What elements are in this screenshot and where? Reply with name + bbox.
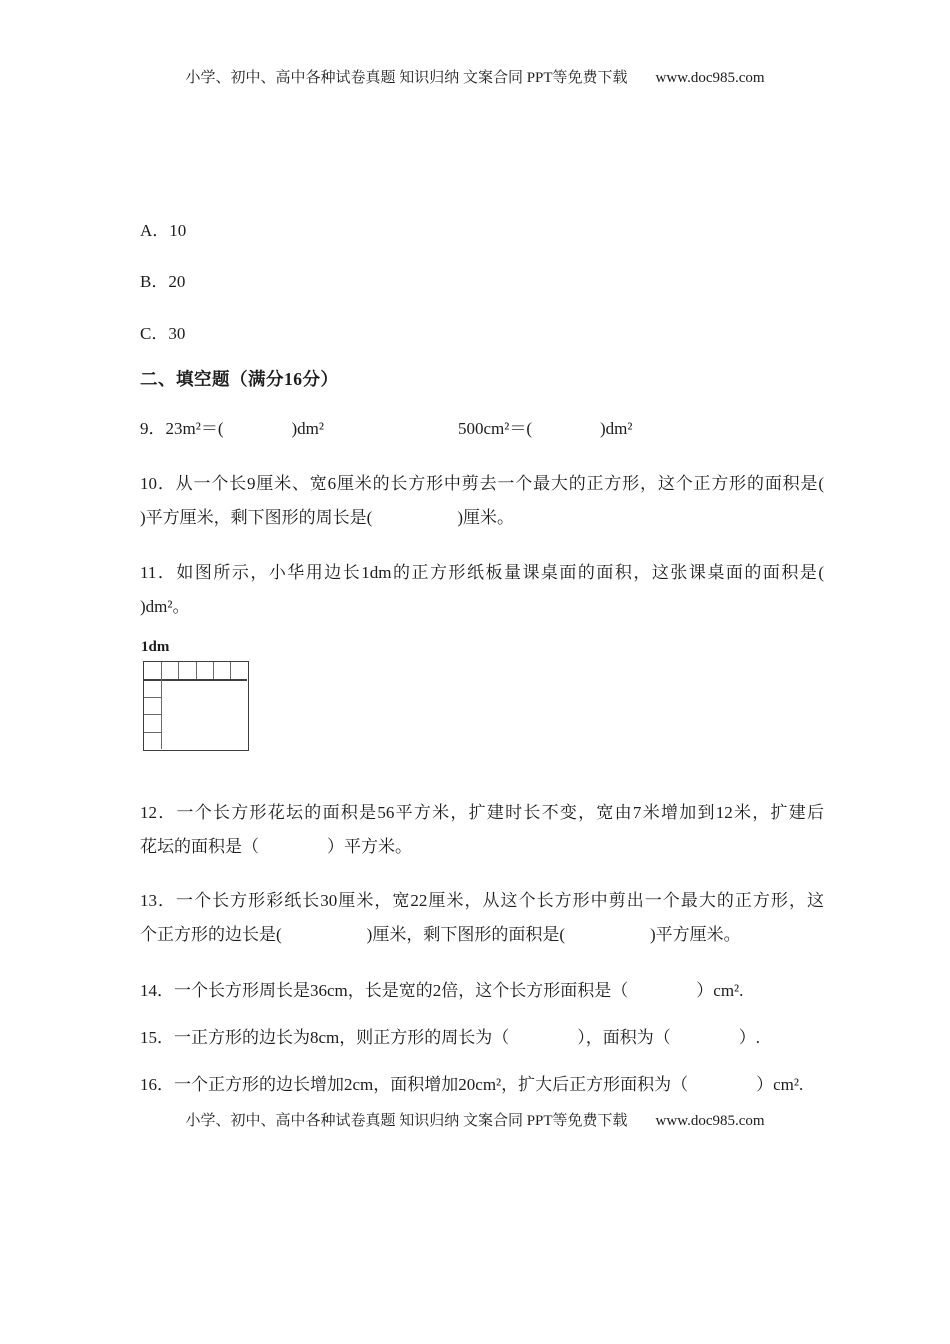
grid-line <box>144 732 161 733</box>
question-10-line2: )平方厘米，剩下图形的周长是( )厘米。 <box>140 508 514 527</box>
diagram-unit-label: 1dm <box>141 639 170 655</box>
grid-line <box>144 714 161 715</box>
header-url: www.doc985.com <box>655 70 765 86</box>
grid-line <box>144 679 247 681</box>
question-12-line1: 12．一个长方形花坛的面积是56平方米，扩建时长不变，宽由7米增加到12米，扩建后 <box>140 803 824 822</box>
footer-url: www.doc985.com <box>655 1113 765 1129</box>
page-header <box>0 69 950 88</box>
question-11-line2: )dm²。 <box>140 597 190 616</box>
question-14: 14．一个长方形周长是36cm，长是宽的2倍，这个长方形面积是（ ）cm². <box>140 981 744 1000</box>
grid-line <box>161 662 162 679</box>
option-b: B．20 <box>140 272 186 291</box>
header-text: 小学、初中、高中各种试卷真题 知识归纳 文案合同 PPT等免费下载 <box>185 70 628 86</box>
grid-line <box>230 662 231 679</box>
section-title-fill-in-blanks: 二、填空题（满分16分） <box>140 369 339 389</box>
grid-line <box>144 697 161 698</box>
question-16: 16．一个正方形的边长增加2cm，面积增加20cm²，扩大后正方形面积为（ ）cm². <box>140 1075 804 1094</box>
grid-line <box>196 662 197 679</box>
option-a: A．10 <box>140 221 187 240</box>
question-9 <box>140 418 824 440</box>
footer-text: 小学、初中、高中各种试卷真题 知识归纳 文案合同 PPT等免费下载 <box>185 1113 628 1129</box>
question-13-line2: 个正方形的边长是( )厘米，剩下图形的面积是( )平方厘米。 <box>140 925 741 944</box>
measuring-grid-diagram <box>143 661 249 751</box>
question-12-line2: 花坛的面积是（ ）平方米。 <box>140 837 412 856</box>
grid-line <box>213 662 214 679</box>
option-c: C．30 <box>140 324 186 343</box>
question-9-left: 9．23m²＝( )dm² <box>140 419 324 438</box>
question-15: 15．一正方形的边长为8cm，则正方形的周长为（ ），面积为（ ）. <box>140 1028 761 1047</box>
question-13-line1: 13．一个长方形彩纸长30厘米，宽22厘米，从这个长方形中剪出一个最大的正方形，这 <box>140 891 824 910</box>
question-9-right: 500cm²＝( )dm² <box>458 419 633 438</box>
page-footer <box>0 1112 950 1131</box>
grid-line <box>161 679 162 749</box>
question-10-line1: 10．从一个长9厘米、宽6厘米的长方形中剪去一个最大的正方形，这个正方形的面积是( <box>140 474 824 493</box>
question-11-line1: 11．如图所示，小华用边长1dm的正方形纸板量课桌面的面积，这张课桌面的面积是( <box>140 563 824 582</box>
grid-line <box>178 662 179 679</box>
